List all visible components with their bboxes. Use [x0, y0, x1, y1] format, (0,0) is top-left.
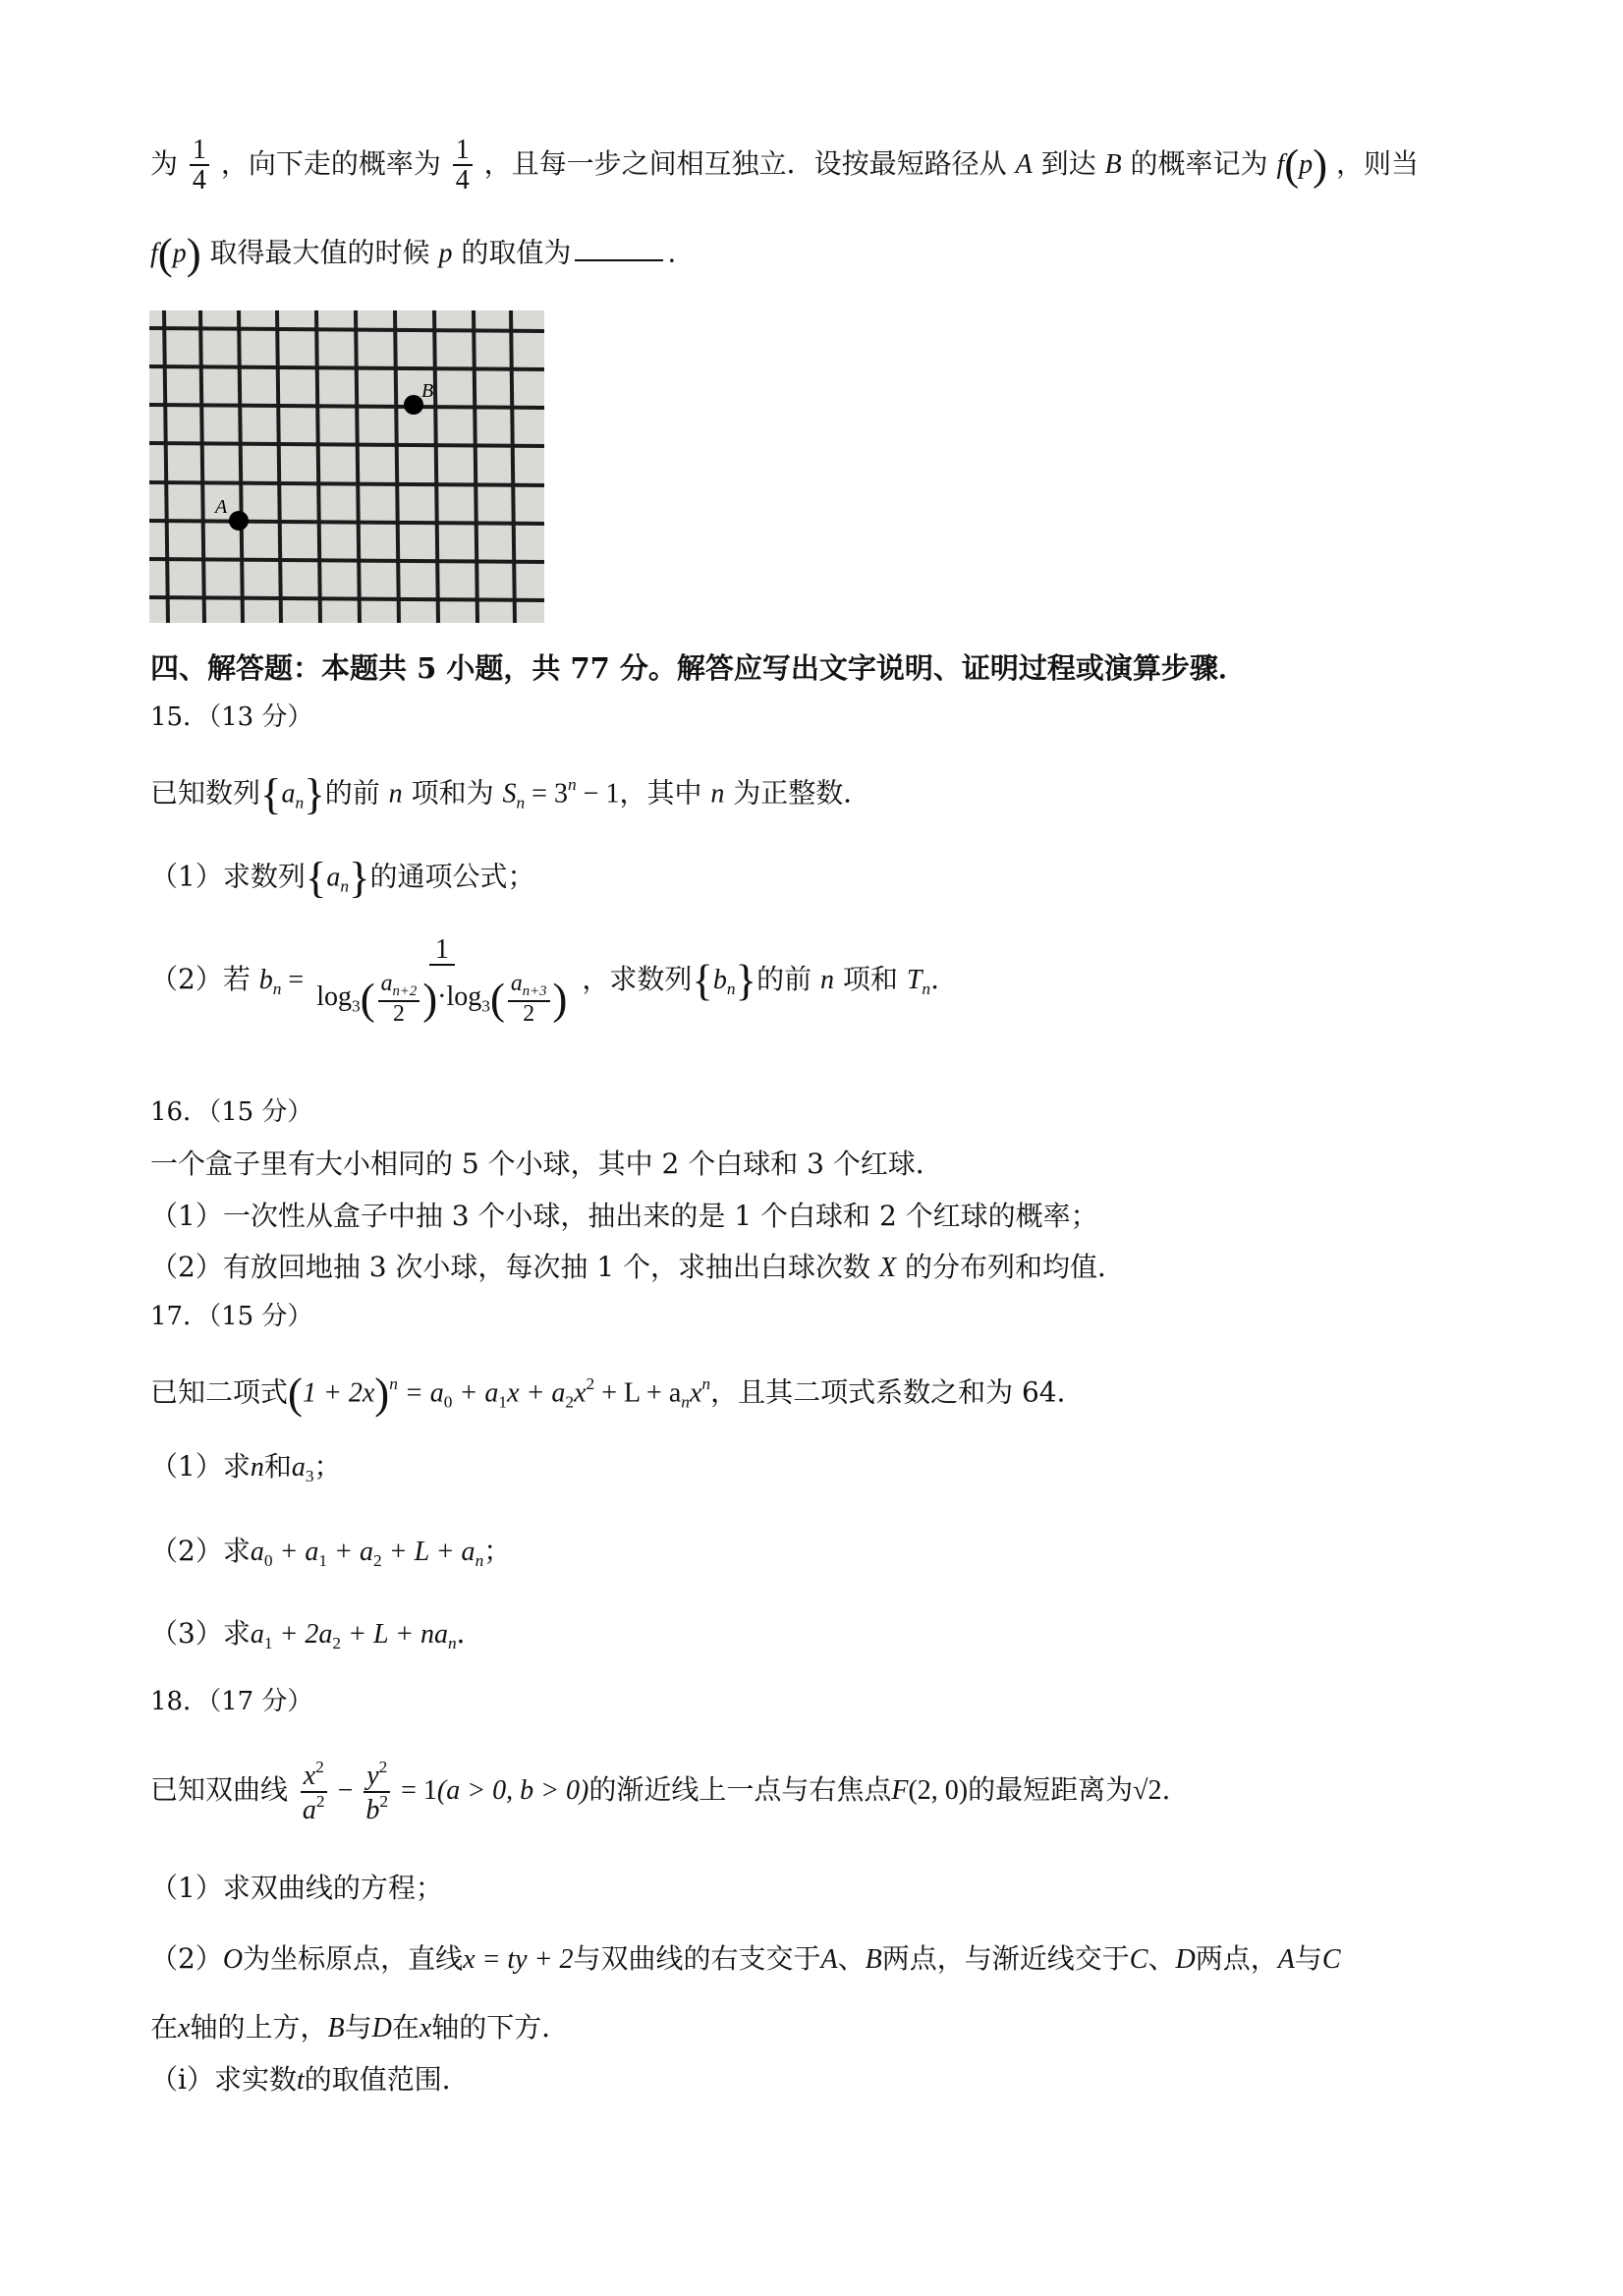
q18-part-2: （2）O为坐标原点，直线x = ty + 2与双曲线的右支交于A、B两点，与渐近线交于C、D两点，A与C [150, 1942, 1341, 1975]
q16-head: 16．（15 分） [150, 1097, 313, 1127]
q15-head: 15．（13 分） [150, 702, 313, 732]
y2-over-b2: $\frac{y^2}{b^2}$ [363, 1759, 391, 1824]
q16-statement: 一个盒子里有大小相同的 5 个小球，其中 2 个白球和 3 个红球． [150, 1148, 943, 1180]
figure-background [149, 310, 544, 623]
q18-part-2-cont: 在x轴的上方，B与D在x轴的下方． [150, 2011, 570, 2044]
q15-part-2: （2）若 $b_n$ = 1 $\log_3$( $\frac{a_{n+2}}{2}$ )$\cdot\log_3$( $\frac{a_{n+3}}{2}$ ) ，求数列$\{b_n\}$的前 n 项和 $T_n$. [150, 934, 939, 1028]
q17-part-1: （1）求n和$a_3$； [150, 1450, 342, 1486]
grid-figure [149, 310, 544, 623]
section-4-heading: 四、解答题：本题共 5 小题，共 77 分。解答应写出文字说明、证明过程或演算步骤． [150, 651, 1247, 685]
q15-statement: 已知数列$\{a_n\}$的前 n 项和为 $S_n = 3^n - 1$，其中 n 为正整数． [150, 769, 871, 818]
answer-blank [575, 234, 663, 261]
q18-part-2-i: （ⅰ）求实数t的取值范围． [150, 2063, 470, 2096]
fraction-one-quarter-2: $\frac{1}{4}$ [453, 136, 473, 196]
point-a-dot [229, 511, 249, 531]
point-a-label: A [215, 496, 228, 518]
q17-head: 17．（15 分） [150, 1302, 313, 1331]
problem-14-line-1: 为 $\frac{1}{4}$ ，向下走的概率为 $\frac{1}{4}$ ，且每一步之间相互独立．设按最短路径从 A 到达 B 的概率记为 f(p) ，则当 [150, 135, 1419, 196]
problem-14-line-2: f(p) 取得最大值的时候 p 的取值为 . [150, 229, 677, 278]
x2-over-a2: $\frac{x^2}{a^2}$ [300, 1759, 328, 1824]
fraction-one-quarter: $\frac{1}{4}$ [190, 136, 209, 196]
q16-part-1: （1）一次性从盒子中抽 3 个小球，抽出来的是 1 个白球和 2 个红球的概率； [150, 1200, 1098, 1232]
bn-fraction: 1 $\log_3$( $\frac{a_{n+2}}{2}$ )$\cdot\log_3$( $\frac{a_{n+3}}{2}$ ) [316, 934, 568, 1028]
point-b-dot [404, 395, 423, 415]
q18-part-1: （1）求双曲线的方程； [150, 1872, 443, 1904]
point-b-label: B [421, 380, 434, 402]
q18-statement: 已知双曲线 $\frac{x^2}{a^2}$ − $\frac{y^2}{b^2}$ = 1(a > 0, b > 0)的渐近线上一点与右焦点F(2, 0)的最短距离为√2. [150, 1758, 1171, 1825]
q17-statement: 已知二项式$(1 + 2x)^n = a_0 + a_1x + a_2x^2 + L + a_nx^n$，且其二项式系数之和为 64． [150, 1369, 1085, 1418]
q17-part-2: （2）求$a_0 + a_1 + a_2 + L + a_n$； [150, 1535, 512, 1571]
q18-head: 18．（17 分） [150, 1687, 313, 1716]
q15-part-1: （1）求数列$\{a_n\}$的通项公式； [150, 853, 535, 902]
q16-part-2: （2）有放回地抽 3 次小球，每次抽 1 个，求抽出白球次数 X 的分布列和均值． [150, 1251, 1125, 1283]
q17-part-3: （3）求$a_1 + 2a_2 + L + na_n$． [150, 1617, 484, 1653]
